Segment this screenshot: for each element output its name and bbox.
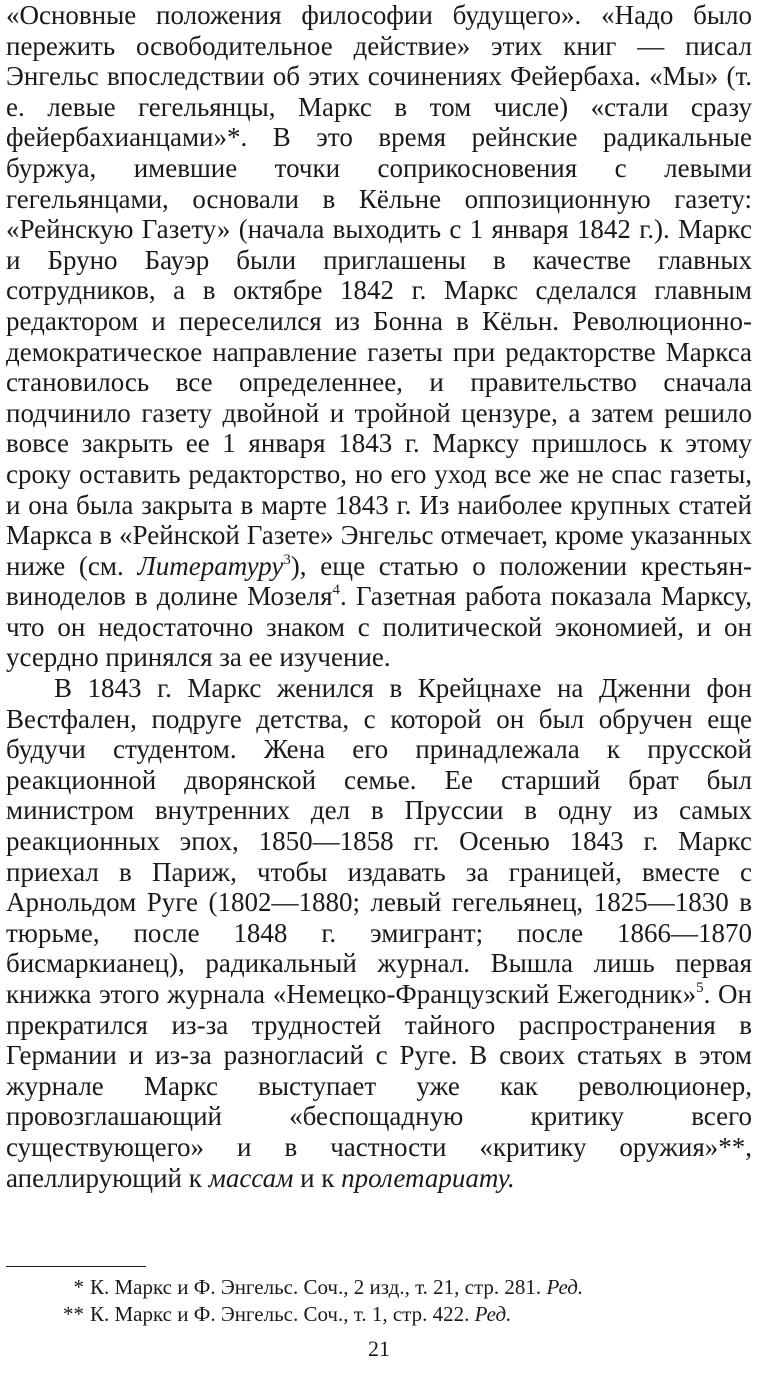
emphasis-text: Литературу xyxy=(137,550,284,581)
footnote-text: К. Маркс и Ф. Энгельс. Соч., 2 изд., т. 21, стр. 281. xyxy=(90,1275,542,1299)
emphasis-text: пролетариату. xyxy=(341,1162,515,1193)
footnote-editor-note: Ред. xyxy=(474,1302,512,1326)
text-run: «Основные положения философии будущего». «Надо было пережить освободительное действие» этих книг — писал Энгельс впоследствии об этих сочинениях Фейербаха. «Мы» (т. е. левые гегельянцы, Маркс в том числе) «стали сразу фейербахианцами»*. В это время рейнские радикальные буржуа, имевшие точки соприкосновения с левыми гегельянцами, основали в Кёльне оппозиционную газету: «Рейнскую Газету» (начала выходить с 1 января 1842 г.). Маркс и Бруно Бауэр были приглашены в качестве главных сотрудников, а в октябре 1842 г. Маркс сделался главным редактором и переселился из Бонна в Кёльн. Революционно-демократическое направление газеты при редакторстве Маркса становилось все определеннее, и правительство сначала подчинило газету двойной и тройной цензуре, а затем решило вовсе закрыть ее 1 января 1843 г. Марксу пришлось к этому сроку оставить редакторство, но его уход все же не спас газеты, и она была закрыта в марте 1843 г. Из наиболее крупных статей Маркса в «Рейнской Газете» Энгельс отмечает, кроме указанных ниже (см. xyxy=(6,0,752,581)
text-run: . Газетная работа показала Марксу, что он недостаточно знаком с политической экономией, и он усердно принялся за ее изучение. xyxy=(6,581,752,673)
footnote-1 xyxy=(6,1274,752,1301)
footnote-divider xyxy=(6,1266,146,1267)
footnote-reference: 4 xyxy=(332,582,340,599)
text-run: . Он прекратился из-за трудностей тайного распространения в Германии и из-за разногласий с Руге. В своих статьях в этом журнале Маркс выступает уже как революционер, провозглашающий «беспощадную критику всего существующего» и в частности «критику оружия»**, апеллирующий к xyxy=(6,979,752,1193)
page-number: 21 xyxy=(368,1336,390,1361)
text-run: ), еще статью о положении крестьян-виноделов в долине Мозеля xyxy=(6,550,753,612)
book-page xyxy=(6,0,752,1376)
footnote-mark: * xyxy=(73,1275,84,1299)
emphasis-text: массам xyxy=(208,1162,294,1193)
text-run: В 1843 г. Маркс женился в Крейцнахе на Дженни фон Вестфален, подруге детства, с которой он был обручен еще будучи студентом. Жена его принадлежала к прусской реакционной дворянской семье. Ее старший брат был министром внутренних дел в Пруссии в одну из самых реакционных эпох, 1850—1858 гг. Осенью 1843 г. Маркс приехал в Париж, чтобы издавать за границей, вместе с Арнольдом Руге (1802—1880; левый гегельянец, 1825—1830 в тюрьме, после 1848 г. эмигрант; после 1866—1870 бисмаркианец), радикальный журнал. Вышла лишь первая книжка этого журнала «Немецко-Французский Ежегодник» xyxy=(6,673,752,1009)
footnote-reference: 5 xyxy=(696,979,704,996)
footnote-2 xyxy=(6,1301,752,1328)
paragraph xyxy=(6,0,752,673)
paragraph xyxy=(6,673,752,1193)
footnote-mark: ** xyxy=(63,1302,84,1326)
footnote-editor-note: Ред. xyxy=(546,1275,584,1299)
footnote-reference: 3 xyxy=(283,551,291,568)
text-run: и к xyxy=(293,1162,342,1193)
footnotes xyxy=(6,1274,752,1328)
footnote-text: К. Маркс и Ф. Энгельс. Соч., т. 1, стр. 422. xyxy=(90,1302,470,1326)
main-text xyxy=(6,0,752,1193)
